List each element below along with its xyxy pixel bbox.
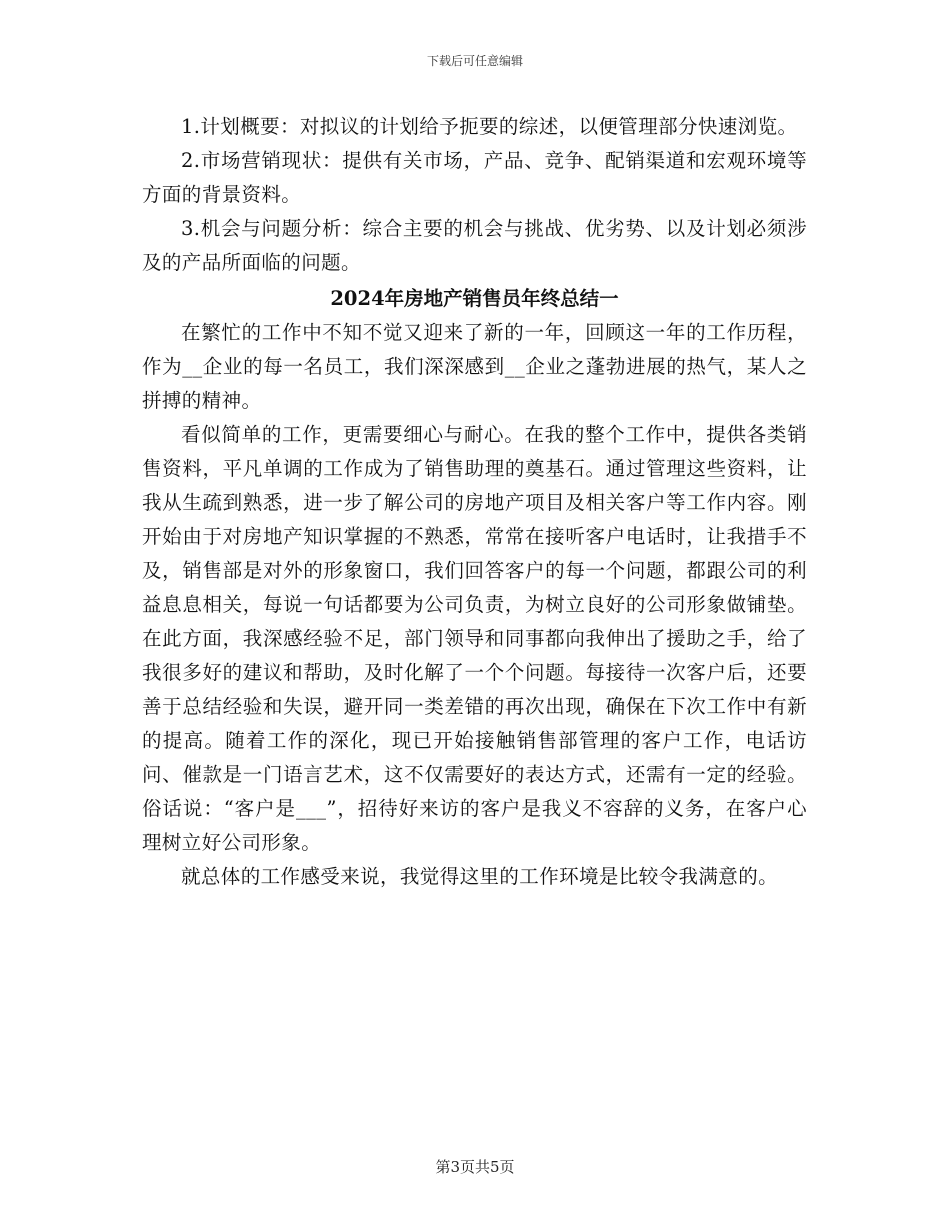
document-body — [142, 110, 807, 894]
page-footer: 第3页共5页 — [435, 1158, 515, 1176]
intro-item-2: 2.市场营销现状：提供有关市场，产品、竞争、配销渠道和宏观环境等方面的背景资料。 — [142, 149, 807, 206]
page-header: 下载后可任意编辑 — [426, 54, 523, 68]
body-paragraph-2: 看似简单的工作，更需要细心与耐心。在我的整个工作中，提供各类销售资料，平凡单调的工作成为了销售助理的奠基石。通过管理这些资料，让我从生疏到熟悉，进一步了解公司的房地产项目及相关客户等工作内容。刚开始由于对房地产知识掌握的不熟悉，常常在接听客户电话时，让我措手不及，销售部是对外的形象窗口，我们回答客户的每一个问题，都跟公司的利益息息相关，每说一句话都要为公司负责，为树立良好的公司形象做铺垫。在此方面，我深感经验不足，部门领导和同事都向我伸出了援助之手，给了我很多好的建议和帮助，及时化解了一个个问题。每接待一次客户后，还要善于总结经验和失误，避开同一类差错的再次出现，确保在下次工作中有新的提高。随着工作的深化，现已开始接触销售部管理的客户工作，电话访问、催款是一门语言艺术，这不仅需要好的表达方式，还需有一定的经验。俗话说：“客户是___”，招待好来访的客户是我义不容辞的义务，在客户心理树立好公司形象。 — [142, 423, 807, 854]
intro-item-1: 1.计划概要：对拟议的计划给予扼要的综述，以便管理部分快速浏览。 — [181, 115, 798, 138]
body-paragraph-1: 在繁忙的工作中不知不觉又迎来了新的一年，回顾这一年的工作历程，作为__企业的每一名员工，我们深深感到__企业之蓬勃进展的热气，某人之拼搏的精神。 — [142, 321, 807, 412]
intro-item-3: 3.机会与问题分析：综合主要的机会与挑战、优劣势、以及计划必须涉及的产品所面临的问题。 — [142, 217, 807, 274]
section-title: 2024年房地产销售员年终总结一 — [330, 287, 619, 310]
body-paragraph-3: 就总体的工作感受来说，我觉得这里的工作环境是比较令我满意的。 — [181, 865, 779, 888]
